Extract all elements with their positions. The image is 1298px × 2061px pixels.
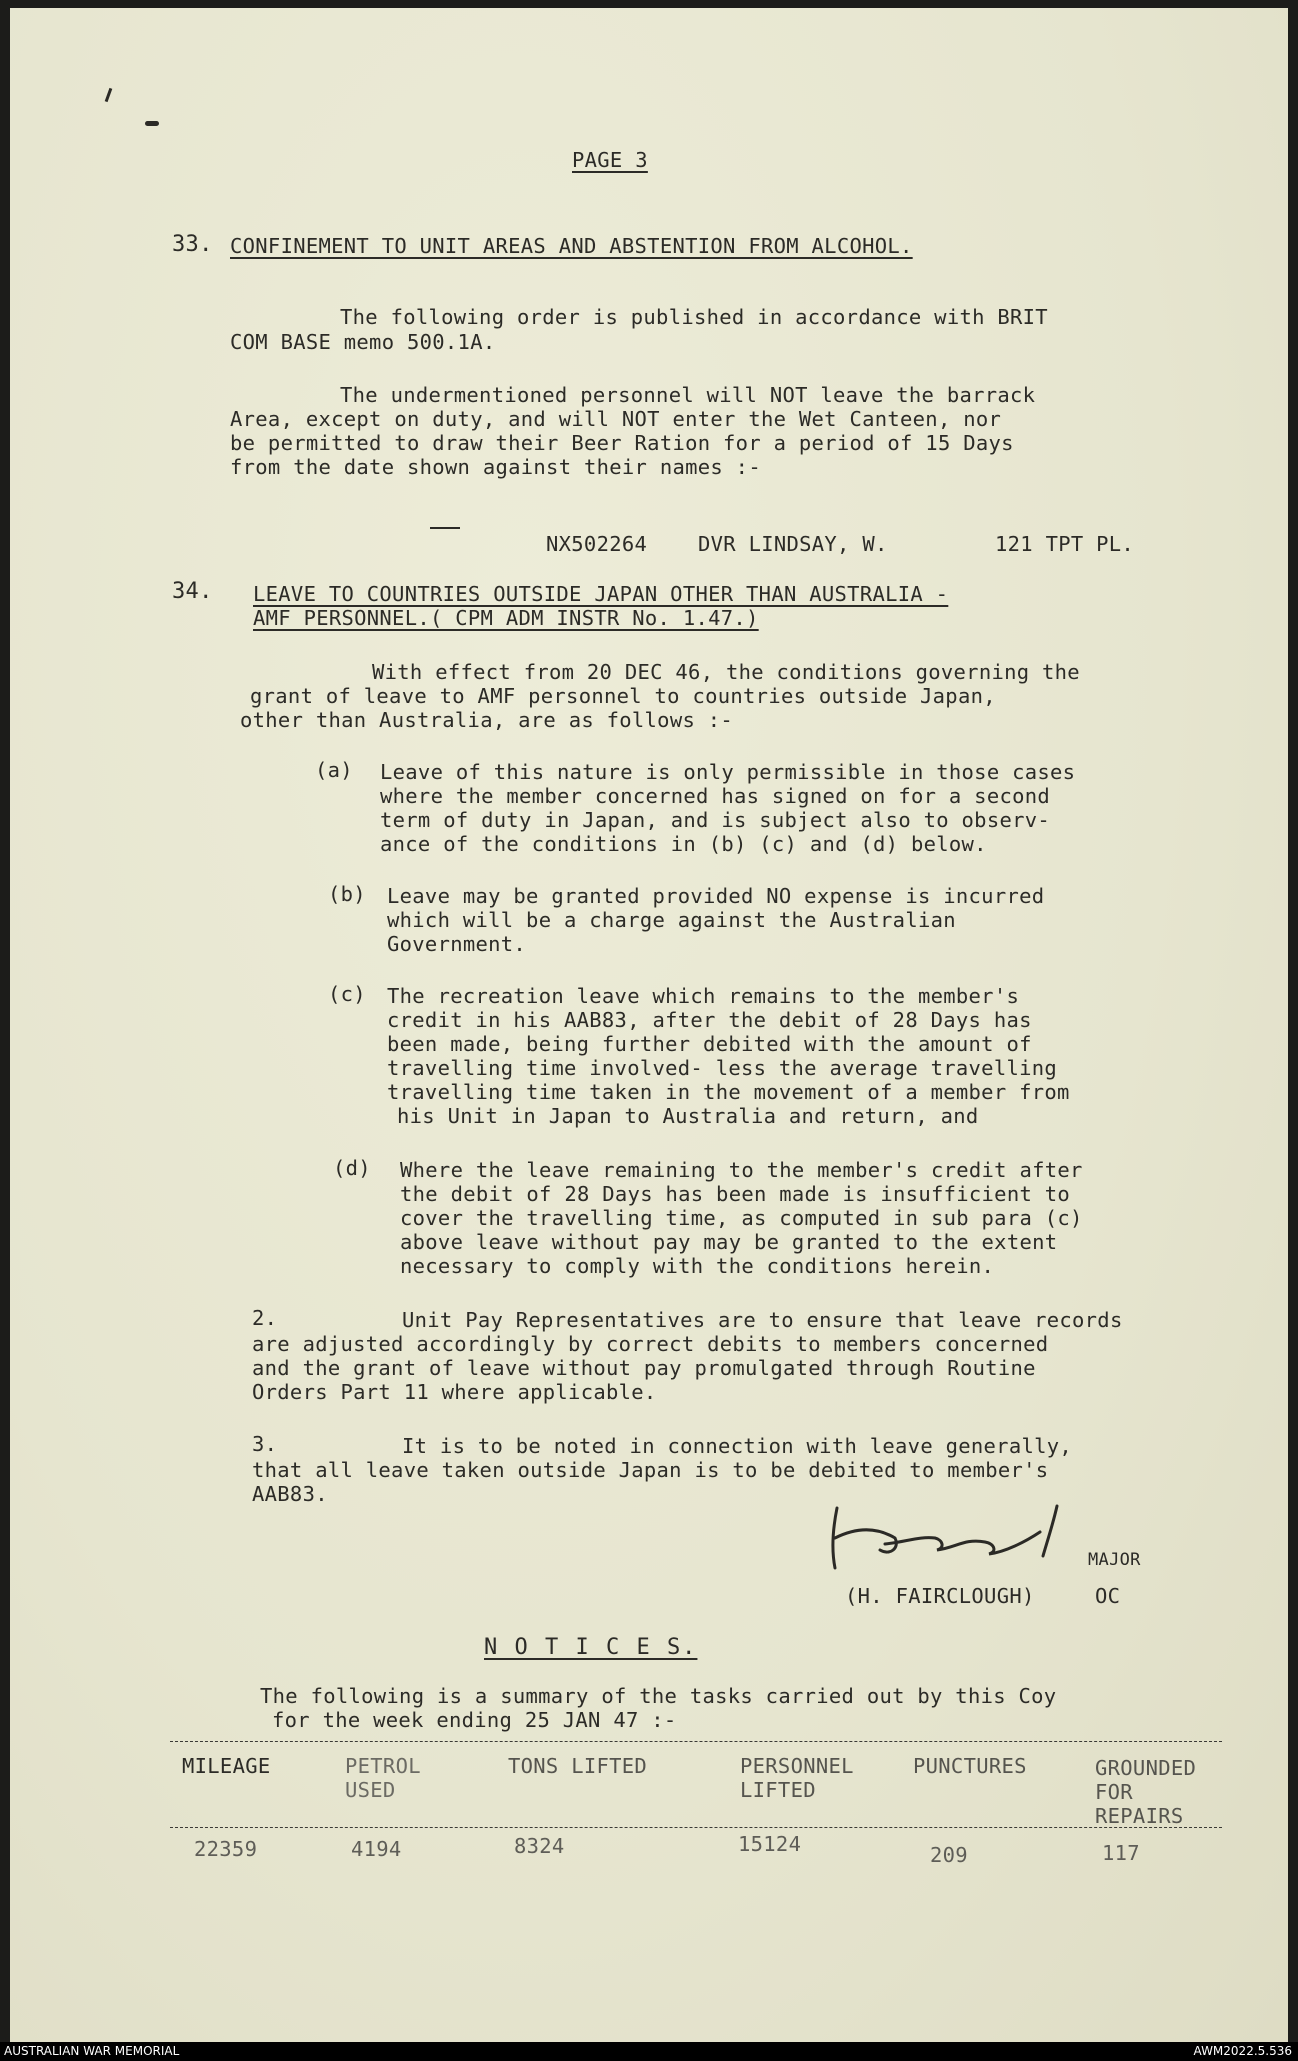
item-line: the debit of 28 Days has been made is insufficient to bbox=[400, 1182, 1071, 1206]
item-line: Leave may be granted provided NO expense is incurred bbox=[387, 884, 1045, 908]
item-line: above leave without pay may be granted to the extent bbox=[400, 1230, 1058, 1254]
paragraph-line: The following is a summary of the tasks carried out by this Coy bbox=[260, 1684, 1057, 1708]
table-header-mileage: MILEAGE bbox=[182, 1754, 271, 1778]
table-header-grounded-for-repairs: GROUNDED FOR REPAIRS bbox=[1095, 1756, 1197, 1828]
item-label: (a) bbox=[315, 758, 353, 782]
item-line: The recreation leave which remains to the member's bbox=[387, 984, 1020, 1008]
paragraph-line: COM BASE memo 500.1A. bbox=[230, 330, 496, 354]
item-line: travelling time taken in the movement of a member from bbox=[387, 1080, 1070, 1104]
table-divider bbox=[170, 1741, 1222, 1742]
personnel-number: NX502264 bbox=[546, 532, 648, 556]
paragraph-line: that all leave taken outside Japan is to be debited to member's bbox=[252, 1458, 1049, 1482]
table-header-punctures: PUNCTURES bbox=[913, 1754, 1027, 1778]
item-label: (d) bbox=[333, 1156, 371, 1180]
paragraph-line: and the grant of leave without pay promulgated through Routine bbox=[252, 1356, 1036, 1380]
paragraph-line: Orders Part 11 where applicable. bbox=[252, 1380, 657, 1404]
document-page bbox=[10, 8, 1288, 2042]
paragraph-line: AAB83. bbox=[252, 1482, 328, 1506]
paragraph-line: for the week ending 25 JAN 47 :- bbox=[272, 1708, 677, 1732]
item-line: Leave of this nature is only permissible in those cases bbox=[380, 760, 1076, 784]
table-value-tons-lifted: 8324 bbox=[514, 1834, 565, 1858]
page-number: PAGE 3 bbox=[572, 148, 648, 172]
paragraph-line: The following order is published in accordance with BRIT bbox=[340, 305, 1048, 329]
paragraph-line: grant of leave to AMF personnel to countries outside Japan, bbox=[250, 684, 996, 708]
paragraph-line: Area, except on duty, and will NOT enter the Wet Canteen, nor bbox=[230, 407, 1002, 431]
paragraph-line: It is to be noted in connection with leave generally, bbox=[402, 1434, 1073, 1458]
table-divider bbox=[170, 1827, 1222, 1828]
ink-mark bbox=[105, 88, 113, 102]
paragraph-line: With effect from 20 DEC 46, the conditions governing the bbox=[372, 660, 1080, 684]
section-heading: AMF PERSONNEL.( CPM ADM INSTR No. 1.47.) bbox=[253, 606, 759, 630]
paragraph-line: Unit Pay Representatives are to ensure that leave records bbox=[402, 1308, 1123, 1332]
notices-heading: N O T I C E S. bbox=[484, 1635, 698, 1660]
item-line: cover the travelling time, as computed in sub para (c) bbox=[400, 1206, 1083, 1230]
item-line: necessary to comply with the conditions herein. bbox=[400, 1254, 995, 1278]
item-line: his Unit in Japan to Australia and return, and bbox=[397, 1104, 979, 1128]
item-line: where the member concerned has signed on for a second bbox=[380, 784, 1051, 808]
paragraph-number: 2. bbox=[252, 1306, 278, 1330]
section-number: 33. bbox=[172, 232, 213, 257]
item-line: travelling time involved- less the average travelling bbox=[387, 1056, 1058, 1080]
footer-reference: AWM2022.5.536 bbox=[1193, 2044, 1292, 2058]
table-value-petrol-used: 4194 bbox=[351, 1837, 402, 1861]
item-line: ance of the conditions in (b) (c) and (d) below. bbox=[380, 832, 987, 856]
paragraph-line: from the date shown against their names :- bbox=[230, 455, 761, 479]
signatory-title: OC bbox=[1095, 1584, 1121, 1608]
item-line: which will be a charge against the Australian bbox=[387, 908, 956, 932]
table-header-personnel-lifted: PERSONNEL LIFTED bbox=[740, 1754, 854, 1802]
item-line: term of duty in Japan, and is subject also to observ- bbox=[380, 808, 1051, 832]
section-number: 34. bbox=[172, 579, 213, 604]
item-label: (b) bbox=[328, 882, 366, 906]
paragraph-line: other than Australia, are as follows :- bbox=[240, 708, 734, 732]
footer-institution: AUSTRALIAN WAR MEMORIAL bbox=[4, 2044, 180, 2058]
table-value-mileage: 22359 bbox=[194, 1837, 258, 1861]
signatory-rank: MAJOR bbox=[1088, 1550, 1141, 1570]
dash-mark bbox=[430, 527, 460, 529]
table-header-tons-lifted: TONS LIFTED bbox=[508, 1754, 648, 1778]
paragraph-line: The undermentioned personnel will NOT leave the barrack bbox=[340, 383, 1036, 407]
ink-mark bbox=[145, 121, 159, 126]
paragraph-line: be permitted to draw their Beer Ration for a period of 15 Days bbox=[230, 431, 1014, 455]
paragraph-number: 3. bbox=[252, 1432, 278, 1456]
personnel-name: DVR LINDSAY, W. bbox=[698, 532, 888, 556]
item-label: (c) bbox=[328, 982, 366, 1006]
handwritten-signature bbox=[825, 1498, 1085, 1588]
paragraph-line: are adjusted accordingly by correct debits to members concerned bbox=[252, 1332, 1049, 1356]
personnel-unit: 121 TPT PL. bbox=[995, 532, 1135, 556]
section-heading: CONFINEMENT TO UNIT AREAS AND ABSTENTION FROM ALCOHOL. bbox=[230, 234, 913, 258]
item-line: Where the leave remaining to the member's credit after bbox=[400, 1158, 1083, 1182]
archive-footer bbox=[0, 2042, 1298, 2061]
item-line: been made, being further debited with the amount of bbox=[387, 1032, 1032, 1056]
section-heading: LEAVE TO COUNTRIES OUTSIDE JAPAN OTHER THAN AUSTRALIA - bbox=[253, 582, 949, 606]
signatory-name: (H. FAIRCLOUGH) bbox=[845, 1584, 1035, 1608]
item-line: credit in his AAB83, after the debit of 28 Days has bbox=[387, 1008, 1032, 1032]
table-value-personnel-lifted: 15124 bbox=[738, 1832, 802, 1856]
table-value-grounded-for-repairs: 117 bbox=[1102, 1841, 1140, 1865]
table-value-punctures: 209 bbox=[930, 1843, 968, 1867]
item-line: Government. bbox=[387, 932, 527, 956]
table-header-petrol-used: PETROL USED bbox=[345, 1754, 421, 1802]
